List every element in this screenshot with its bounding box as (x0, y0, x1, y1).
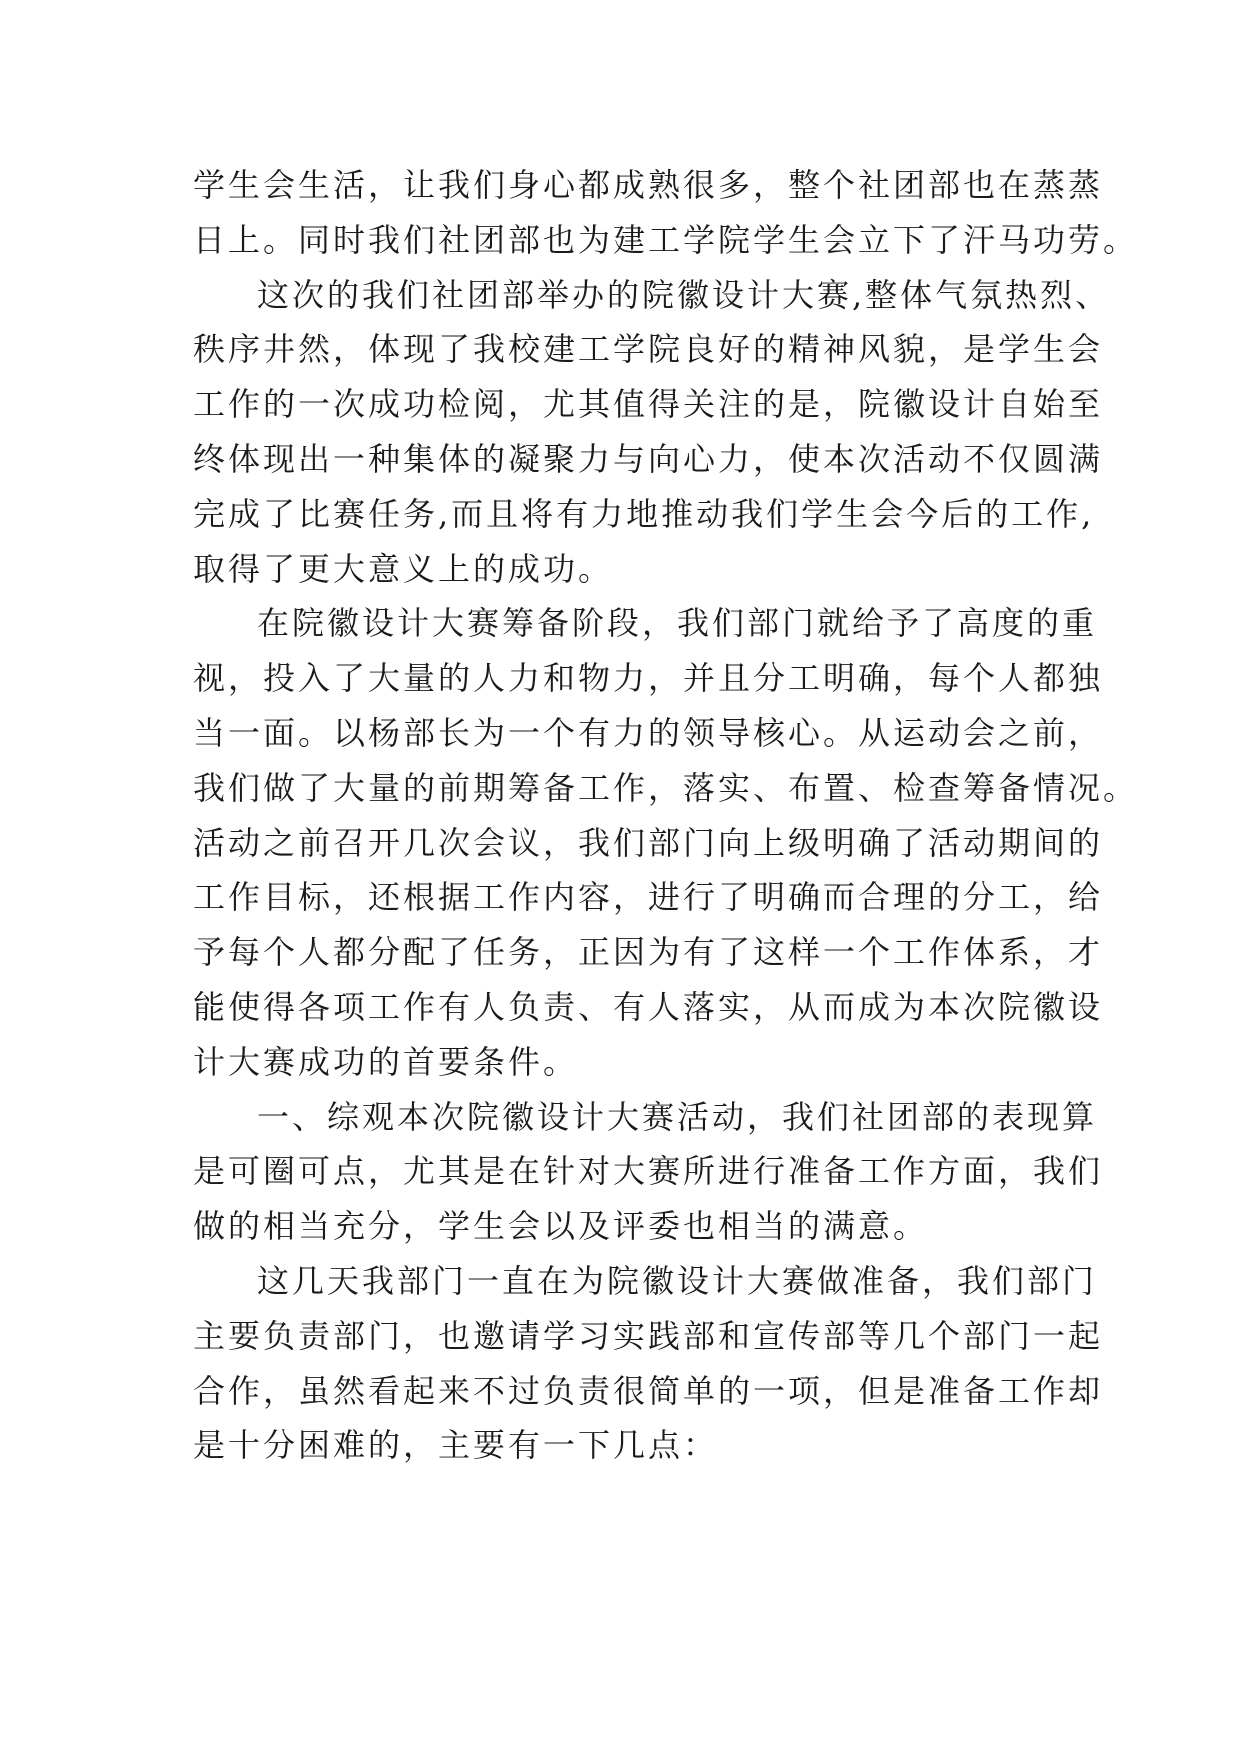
document-body (193, 158, 1139, 1473)
text-line: 予每个人都分配了任务，正因为有了这样一个工作体系，才 (193, 933, 1104, 972)
text-line: 是十分困难的，主要有一下几点： (193, 1426, 719, 1465)
text-line: 日上。同时我们社团部也为建工学院学生会立下了汗马功劳。 (193, 220, 1139, 259)
text-line: 一、综观本次院徽设计大赛活动，我们社团部的表现算 (257, 1097, 1098, 1136)
text-line: 我们做了大量的前期筹备工作，落实、布置、检查筹备情况。 (193, 768, 1139, 807)
text-line: 计大赛成功的首要条件。 (193, 1042, 579, 1081)
text-line: 这几天我部门一直在为院徽设计大赛做准备，我们部门 (257, 1261, 1098, 1300)
text-line: 视，投入了大量的人力和物力，并且分工明确，每个人都独 (193, 659, 1104, 698)
text-line: 是可圈可点，尤其是在针对大赛所进行准备工作方面，我们 (193, 1152, 1104, 1191)
text-line: 学生会生活，让我们身心都成熟很多，整个社团部也在蒸蒸 (193, 166, 1104, 204)
text-line: 秩序井然，体现了我校建工学院良好的精神风貌，是学生会 (193, 330, 1104, 369)
text-line: 能使得各项工作有人负责、有人落实，从而成为本次院徽设 (193, 987, 1104, 1026)
text-line: 取得了更大意义上的成功。 (193, 549, 614, 588)
text-line: 主要负责部门，也邀请学习实践部和宣传部等几个部门一起 (193, 1316, 1104, 1355)
text-line: 工作的一次成功检阅，尤其值得关注的是，院徽设计自始至 (193, 385, 1104, 424)
text-line: 完成了比赛任务,而且将有力地推动我们学生会今后的工作, (193, 494, 1095, 533)
text-line: 工作目标，还根据工作内容，进行了明确而合理的分工，给 (193, 878, 1104, 917)
text-line: 活动之前召开几次会议，我们部门向上级明确了活动期间的 (193, 823, 1104, 862)
text-line: 这次的我们社团部举办的院徽设计大赛,整体气氛热烈、 (257, 275, 1111, 314)
text-line: 终体现出一种集体的凝聚力与向心力，使本次活动不仅圆满 (193, 439, 1104, 478)
text-line: 当一面。以杨部长为一个有力的领导核心。从运动会之前， (193, 713, 1104, 752)
text-line: 做的相当充分，学生会以及评委也相当的满意。 (193, 1207, 929, 1246)
text-line: 在院徽设计大赛筹备阶段，我们部门就给予了高度的重 (257, 604, 1098, 643)
text-line: 合作，虽然看起来不过负责很简单的一项，但是准备工作却 (193, 1371, 1104, 1410)
